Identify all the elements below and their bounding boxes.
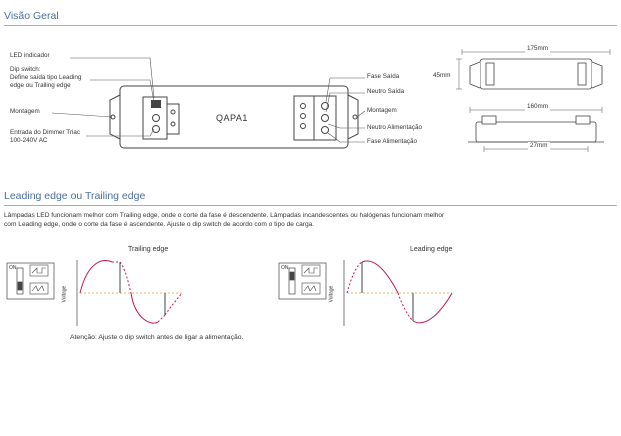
label-dimmer-voltage: 100-240V AC <box>10 137 48 144</box>
warning-note: Atenção: Ajuste o dip switch antes de ligar a alimentação. <box>70 334 244 341</box>
label-phase-supply: Fase Alimentação <box>367 138 418 145</box>
label-neutral-out: Neutro Saída <box>367 88 405 95</box>
section-title-overview: Visão Geral <box>4 10 59 22</box>
dim-width-mid: 160mm <box>527 103 548 110</box>
dip-on-label-trailing: ON <box>9 265 17 271</box>
paragraph-line-2: com Leading edge, onde o corte da fase é ascendente. Ajuste o dip switch de acordo com o tipo de carga. <box>4 221 315 228</box>
label-neutral-supply: Neutro Alimentação <box>367 124 422 131</box>
section-title-edges: Leading edge ou Trailing edge <box>4 190 146 202</box>
label-dimmer-input: Entrada do Dimmer Triac <box>10 129 80 136</box>
label-mounting-right: Montagem <box>367 107 397 114</box>
label-phase-out: Fase Saída <box>367 73 400 80</box>
label-dip-switch-desc-1: Define saída tipo Leading <box>10 74 82 81</box>
label-led-indicator: LED indicador <box>10 52 50 59</box>
device-model: QAPA1 <box>216 113 248 123</box>
label-mounting-left: Montagem <box>10 108 40 115</box>
paragraph-line-1: Lâmpadas LED funcionam melhor com Trailing edge, onde o corte da fase é descendente. Lâmpadas incandescentes ou halógenas funcionam melhor <box>4 212 445 219</box>
trailing-edge-title: Trailing edge <box>128 246 169 253</box>
dim-height: 45mm <box>433 72 451 79</box>
label-dip-switch: Dip switch: <box>10 66 41 73</box>
dim-depth: 27mm <box>530 142 548 149</box>
label-dip-switch-desc-2: edge ou Trailing edge <box>10 82 71 89</box>
voltage-axis-leading: Voltage <box>328 285 335 303</box>
leading-edge-title: Leading edge <box>410 246 453 253</box>
dip-on-label-leading: ON <box>281 265 289 271</box>
voltage-axis-trailing: Voltage <box>61 285 68 303</box>
dim-width-top: 175mm <box>527 45 548 52</box>
